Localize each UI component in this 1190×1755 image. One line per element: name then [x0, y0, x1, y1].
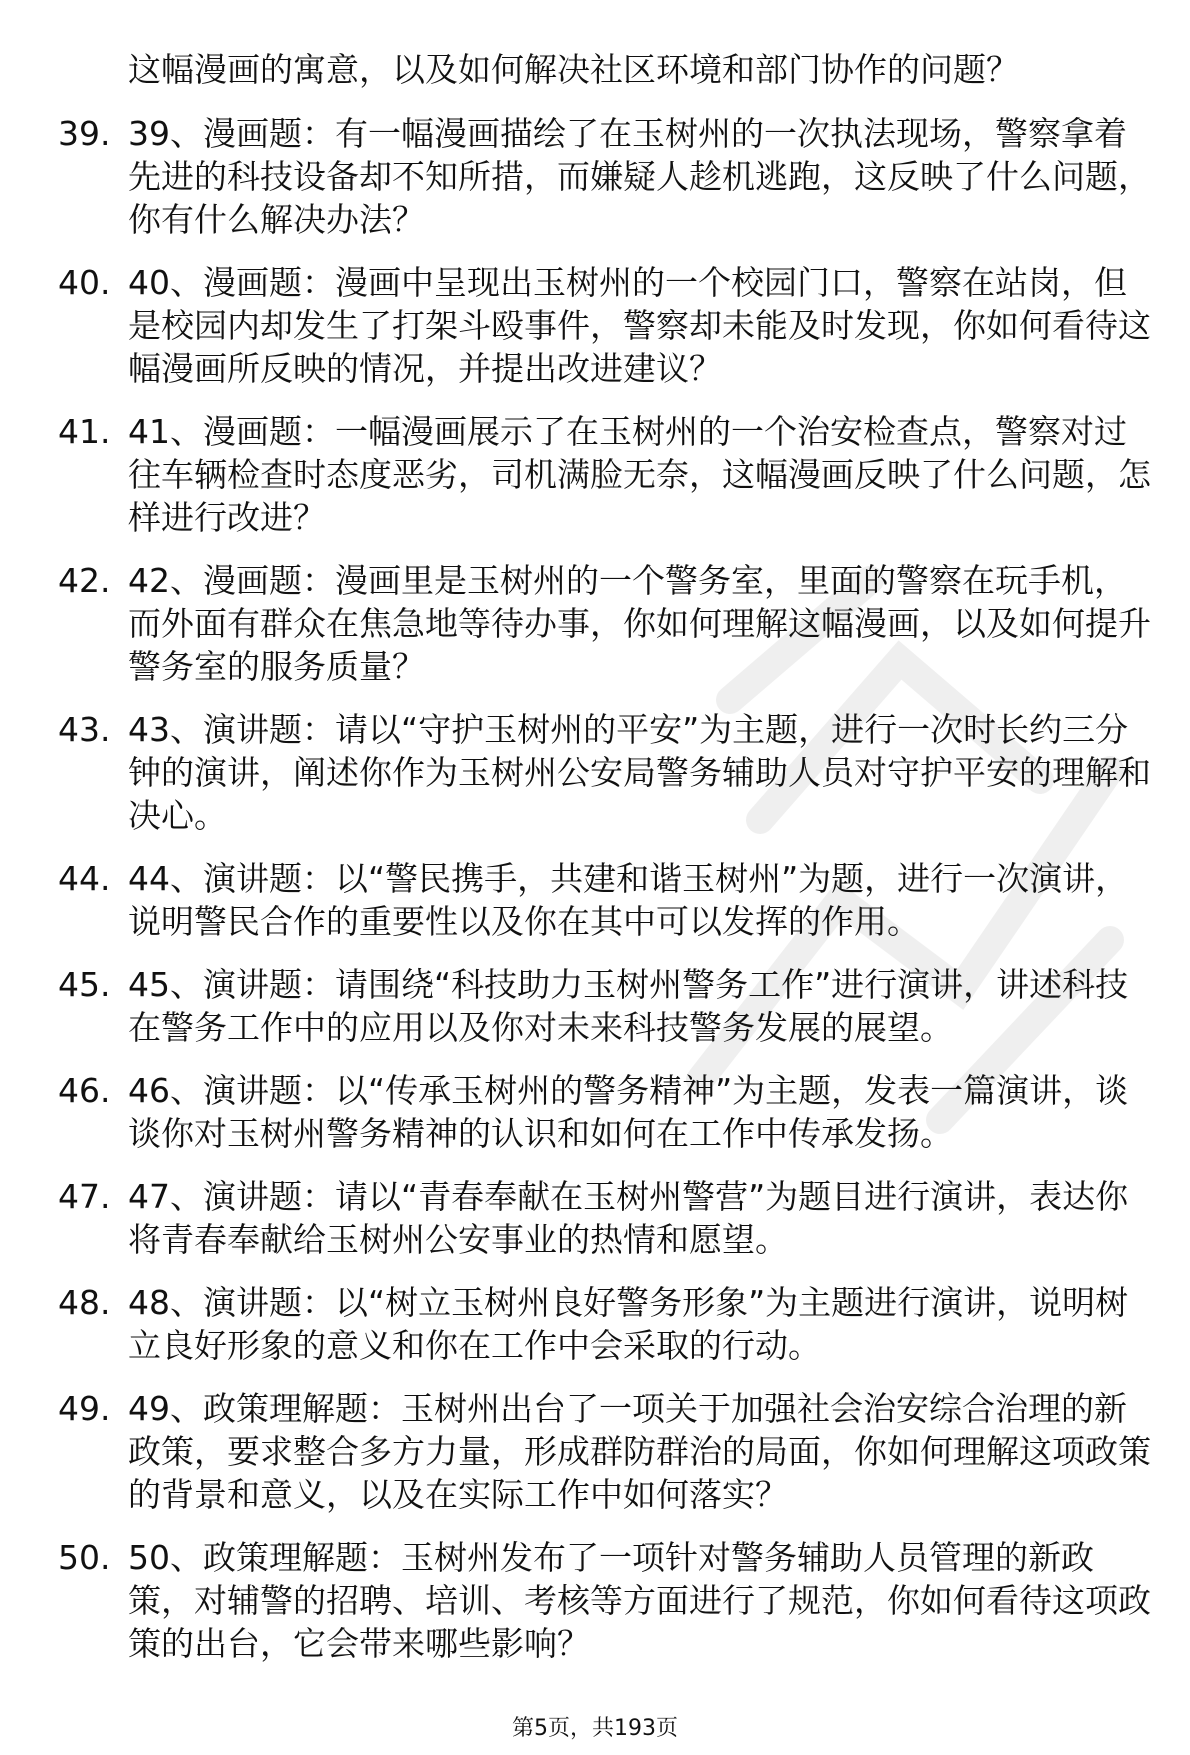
continuation-text: 这幅漫画的寓意，以及如何解决社区环境和部门协作的问题？ [128, 50, 1019, 89]
question-text: 50、政策理解题：玉树州发布了一项针对警务辅助人员管理的新政策，对辅警的招聘、培训、考核等方面进行了规范，你如何看待这项政策的出台，它会带来哪些影响？ [128, 1538, 1151, 1663]
question-number: 46. [58, 1071, 111, 1110]
question-text: 43、演讲题：请以“守护玉树州的平安”为主题，进行一次时长约三分钟的演讲，阐述你作为玉树州公安局警务辅助人员对守护平安的理解和决心。 [128, 710, 1151, 835]
question-text: 47、演讲题：请以“青春奉献在玉树州警营”为题目进行演讲，表达你将青春奉献给玉树州公安事业的热情和愿望。 [128, 1177, 1129, 1259]
question-number: 41. [58, 412, 111, 451]
question-text: 40、漫画题：漫画中呈现出玉树州的一个校园门口，警察在站岗，但是校园内却发生了打架斗殴事件，警察却未能及时发现，你如何看待这幅漫画所反映的情况，并提出改进建议？ [128, 263, 1151, 388]
question-item [0, 112, 1190, 241]
question-number: 42. [58, 561, 111, 600]
question-number: 48. [58, 1283, 111, 1322]
question-number: 40. [58, 263, 111, 302]
question-text: 44、演讲题：以“警民携手，共建和谐玉树州”为题，进行一次演讲，说明警民合作的重要性以及你在其中可以发挥的作用。 [128, 859, 1129, 941]
question-text: 46、演讲题：以“传承玉树州的警务精神”为主题，发表一篇演讲，谈谈你对玉树州警务精神的认识和如何在工作中传承发扬。 [128, 1071, 1129, 1153]
question-item [0, 857, 1190, 943]
question-item [0, 1281, 1190, 1367]
question-text: 48、演讲题：以“树立玉树州良好警务形象”为主题进行演讲，说明树立良好形象的意义和你在工作中会采取的行动。 [128, 1283, 1129, 1365]
question-text: 45、演讲题：请围绕“科技助力玉树州警务工作”进行演讲，讲述科技在警务工作中的应用以及你对未来科技警务发展的展望。 [128, 965, 1129, 1047]
question-number: 50. [58, 1538, 111, 1577]
question-item [0, 963, 1190, 1049]
question-item [0, 261, 1190, 390]
question-item [0, 1387, 1190, 1516]
question-item [0, 1069, 1190, 1155]
page-footer: 第5页，共193页 [512, 1716, 678, 1741]
question-number: 47. [58, 1177, 111, 1216]
question-item [0, 1536, 1190, 1665]
question-text: 41、漫画题：一幅漫画展示了在玉树州的一个治安检查点，警察对过往车辆检查时态度恶劣，司机满脸无奈，这幅漫画反映了什么问题，怎样进行改进？ [128, 412, 1151, 537]
question-number: 49. [58, 1389, 111, 1428]
question-number: 44. [58, 859, 111, 898]
question-text: 39、漫画题：有一幅漫画描绘了在玉树州的一次执法现场，警察拿着先进的科技设备却不知所措，而嫌疑人趁机逃跑，这反映了什么问题，你有什么解决办法？ [128, 114, 1151, 239]
question-text: 42、漫画题：漫画里是玉树州的一个警务室，里面的警察在玩手机，而外面有群众在焦急地等待办事，你如何理解这幅漫画，以及如何提升警务室的服务质量？ [128, 561, 1151, 686]
question-number: 43. [58, 710, 111, 749]
question-number: 39. [58, 114, 111, 153]
question-item [0, 1175, 1190, 1261]
question-item [0, 410, 1190, 539]
question-item [0, 559, 1190, 688]
question-item [0, 708, 1190, 837]
question-list [0, 112, 1190, 1685]
question-number: 45. [58, 965, 111, 1004]
question-text: 49、政策理解题：玉树州出台了一项关于加强社会治安综合治理的新政策，要求整合多方力量，形成群防群治的局面，你如何理解这项政策的背景和意义，以及在实际工作中如何落实？ [128, 1389, 1151, 1514]
